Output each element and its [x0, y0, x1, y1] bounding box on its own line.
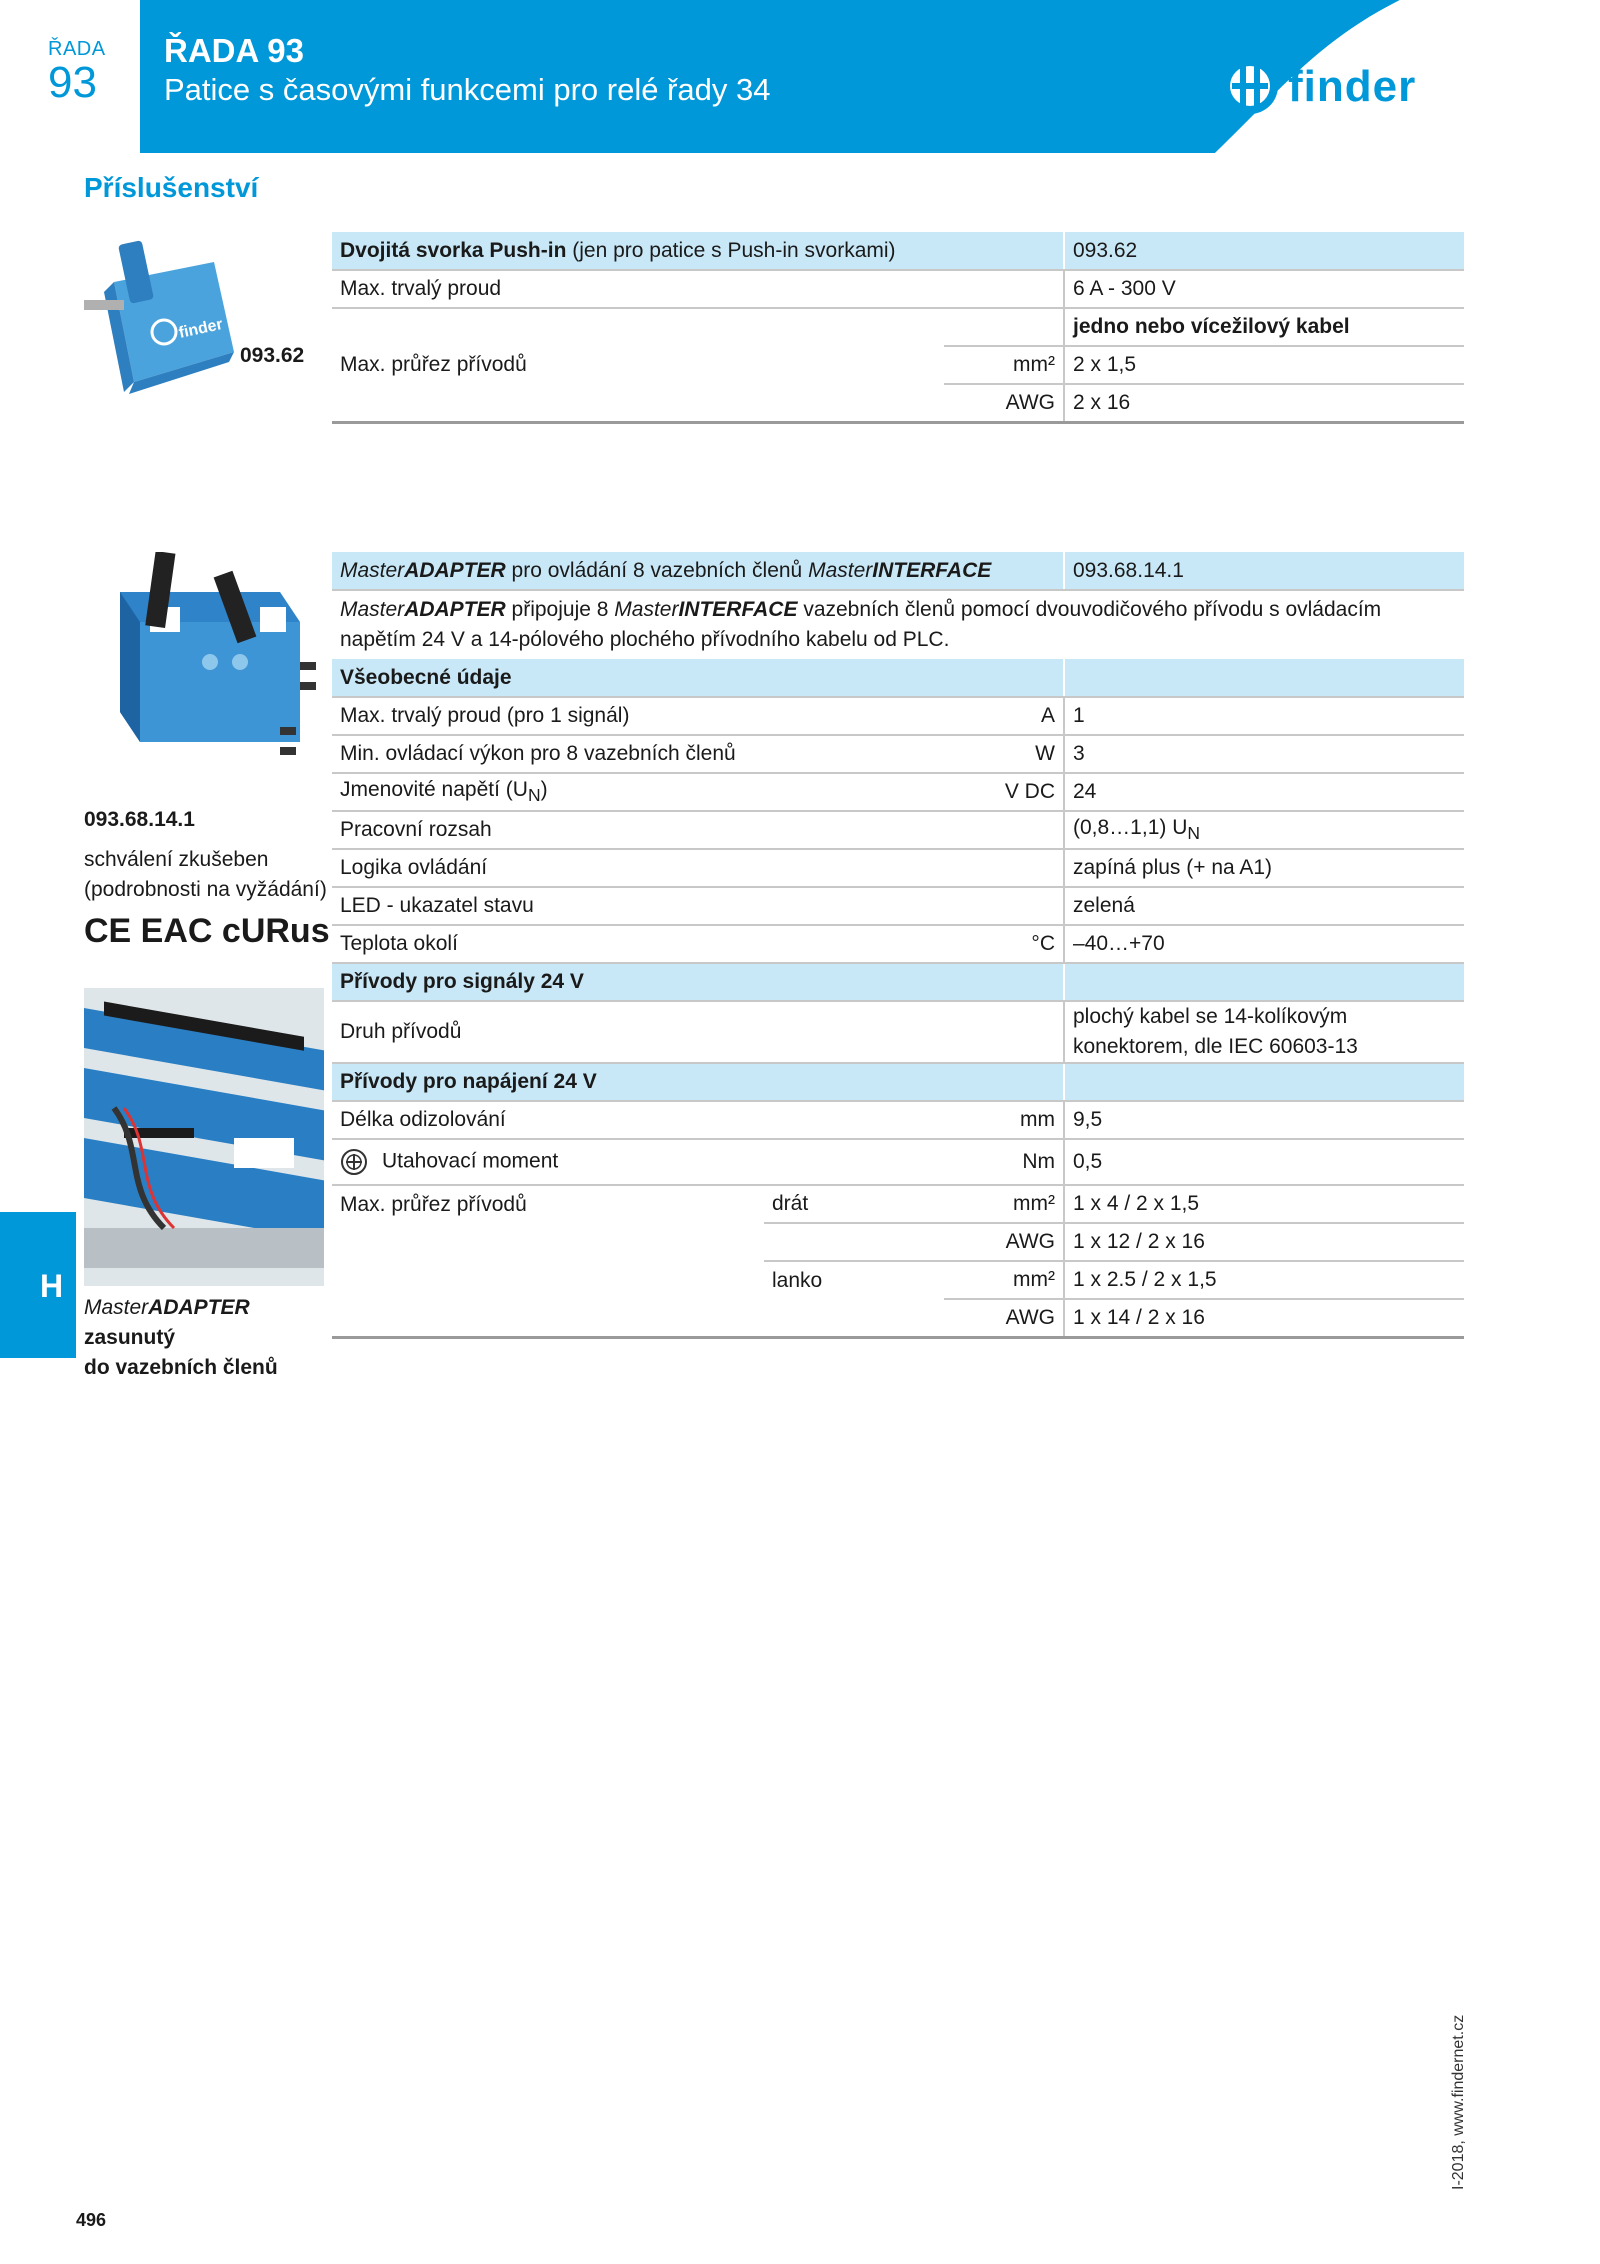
section-title: Příslušenství: [84, 172, 259, 203]
block1-title: Dvojitá svorka Push-in: [340, 238, 567, 262]
svg-text:finder: finder: [177, 316, 225, 342]
signal-header: Přívody pro signály 24 V: [332, 963, 1064, 1001]
table-row: Teplota okolí °C –40…+70: [332, 925, 1464, 963]
block2-description: MasterADAPTER připojuje 8 MasterINTERFACE vazebních členů pomocí dvouvodičového přívodu s ovládacím napětím 24 V a 14-pólového plochého přívodního kabelu od PLC.: [340, 598, 1382, 651]
edition-note: I-2018, www.findernet.cz: [1450, 2014, 1467, 2190]
table-row: Jmenovité napětí $(U_N)$ V DC 24: [332, 773, 1464, 811]
page-subtitle: Patice s časovými funkcemi pro relé řady 34: [164, 72, 771, 107]
block2-code: 093.68.14.1: [1064, 552, 1464, 590]
block1-image-caption: 093.62: [240, 344, 305, 367]
finder-logo-icon: [1218, 54, 1282, 118]
table-row: LED - ukazatel stavu zelená: [332, 887, 1464, 925]
table-row: Pracovní rozsah (0,8…1,1) $U_N$: [332, 811, 1464, 849]
adapter-inserted-photo: [84, 988, 324, 1286]
table-row: AWG 1 x 14 / 2 x 16: [332, 1299, 1464, 1337]
series-tab: [0, 0, 140, 153]
block2-image-caption: 093.68.14.1: [84, 808, 195, 831]
table-row: Max. trvalý proud 6 A - 300 V: [332, 270, 1464, 308]
photo-caption-line-2: zasunutý: [84, 1326, 176, 1349]
table-row: Druh přívodů plochý kabel se 14-kolíkovým konektorem, dle IEC 60603-13: [332, 1001, 1464, 1063]
table-row: Min. ovládací výkon pro 8 vazebních členů W 3: [332, 735, 1464, 773]
side-tab-letter: H: [40, 1268, 64, 1304]
table-row: [332, 552, 1464, 590]
torque-screw-icon: [340, 1148, 368, 1176]
table-row: lanko mm² 1 x 2.5 / 2 x 1,5: [332, 1261, 1464, 1299]
series-label: ŘADA: [48, 38, 106, 60]
photo-caption-line-3: do vazebních členů: [84, 1356, 278, 1379]
series-number: 93: [48, 58, 97, 107]
table-row: Max. průřez přívodů mm² 2 x 1,5: [332, 346, 1464, 384]
push-in-clamp-image: [84, 232, 234, 402]
certification-marks: CE EAC cURus: [84, 912, 330, 950]
page-title: ŘADA 93: [164, 32, 304, 69]
power-header: Přívody pro napájení 24 V: [332, 1063, 1064, 1101]
table-row: jedno nebo vícežilový kabel: [332, 308, 1464, 346]
block1-spec-table: [332, 232, 1464, 424]
approval-line-1: schválení zkušeben: [84, 848, 269, 871]
block1-title-rest: (jen pro patice s Push-in svorkami): [566, 238, 896, 262]
table-row: [332, 963, 1464, 1001]
page-number: 496: [76, 2210, 107, 2230]
photo-caption-line-1: MasterADAPTER: [84, 1296, 250, 1319]
block2-title: MasterADAPTER pro ovládání 8 vazebních členů MasterINTERFACE: [332, 552, 1064, 590]
table-row: Délka odizolování mm 9,5: [332, 1101, 1464, 1139]
table-row: Logika ovládání zapíná plus (+ na A1): [332, 849, 1464, 887]
description-row: [332, 590, 1464, 659]
finder-logo: [1218, 54, 1458, 124]
table-row: AWG 2 x 16: [332, 384, 1464, 422]
table-row: [332, 1063, 1464, 1101]
table-row: [332, 659, 1464, 697]
block1-code: 093.62: [1064, 232, 1464, 270]
table-row: Utahovací moment Nm 0,5: [332, 1139, 1464, 1185]
finder-logo-text: finder: [1288, 62, 1417, 111]
table-row: Max. průřez přívodů drát mm² 1 x 4 / 2 x 1,5: [332, 1185, 1464, 1223]
table-row: Max. trvalý proud (pro 1 signál) A 1: [332, 697, 1464, 735]
general-header: Všeobecné údaje: [332, 659, 1064, 697]
table-row: [332, 232, 1464, 270]
master-adapter-image: [100, 552, 320, 762]
table-row: AWG 1 x 12 / 2 x 16: [332, 1223, 1464, 1261]
side-tab: [0, 1212, 76, 1358]
approval-line-2: (podrobnosti na vyžádání): [84, 878, 327, 901]
block2-spec-table: [332, 552, 1464, 1339]
